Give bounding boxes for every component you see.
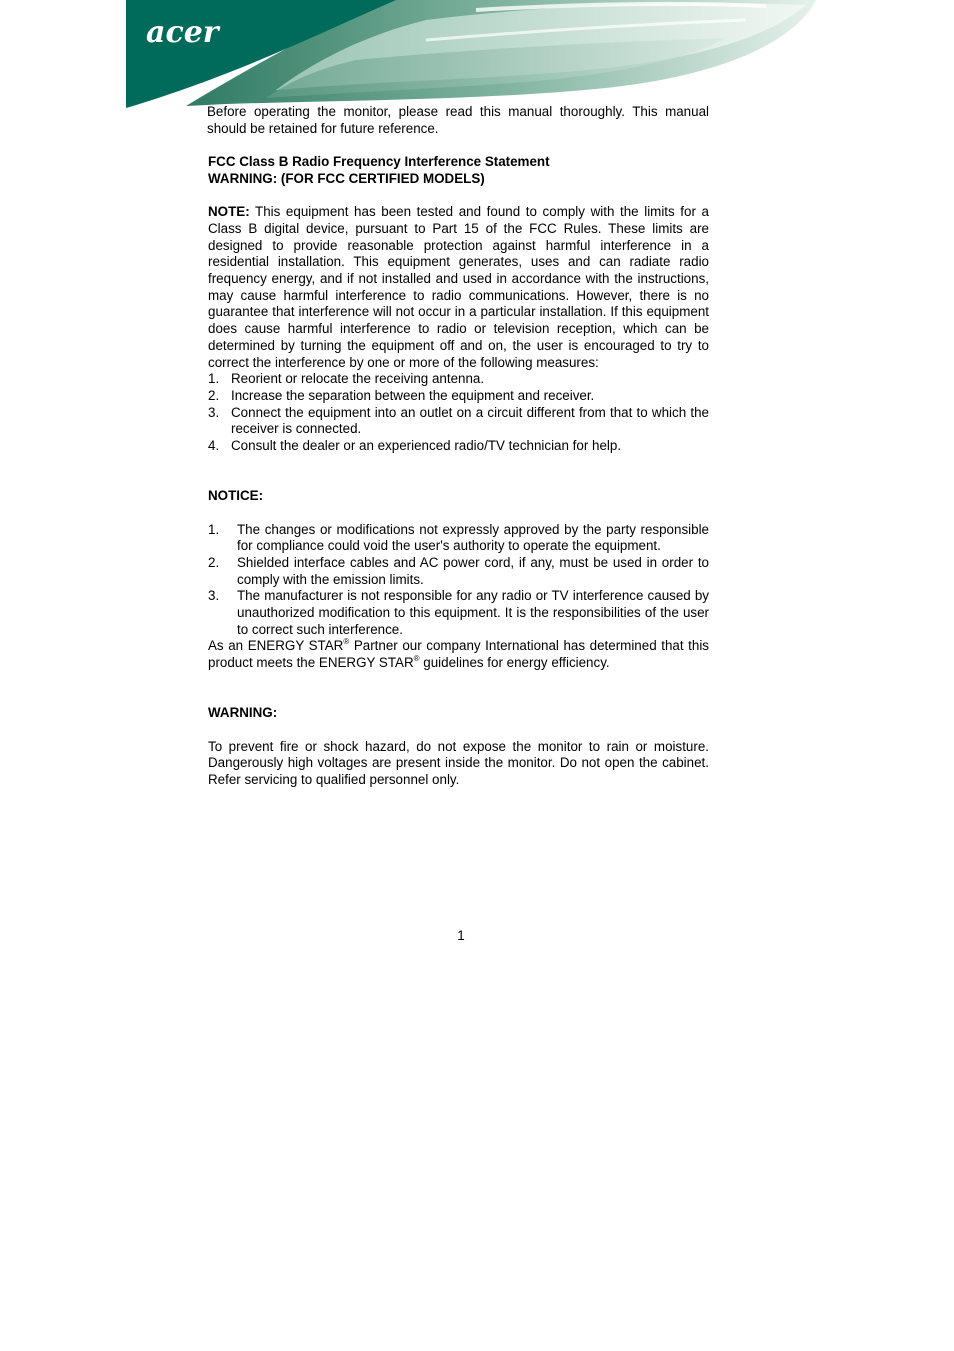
warning-title: WARNING: bbox=[208, 705, 278, 721]
intro-paragraph: Before operating the monitor, please read this manual thoroughly. This manual should be retained for future reference. bbox=[207, 104, 709, 136]
list-item bbox=[208, 522, 709, 555]
fcc-title: FCC Class B Radio Frequency Interference Statement bbox=[208, 154, 550, 170]
registered-mark: ® bbox=[343, 637, 350, 647]
warning-paragraph: To prevent fire or shock hazard, do not expose the monitor to rain or moisture. Dangerously high voltages are present inside the monitor. Do not open the cabinet. Refer servicing to qualified personnel only. bbox=[208, 738, 709, 788]
list-text: Shielded interface cables and AC power cord, if any, must be used in order to comply with the emission limits. bbox=[237, 554, 709, 587]
list-item bbox=[208, 371, 709, 388]
document-body bbox=[208, 104, 709, 789]
list-item bbox=[208, 438, 709, 455]
list-text: The manufacturer is not responsible for any radio or TV interference caused by unauthorized modification to this equipment. It is the responsibilities of the user to correct such interference. bbox=[237, 588, 709, 637]
note-label: NOTE: bbox=[208, 204, 250, 220]
notice-title: NOTICE: bbox=[208, 488, 264, 504]
list-number: 3. bbox=[208, 588, 220, 604]
fcc-warning-title: WARNING: (FOR FCC CERTIFIED MODELS) bbox=[208, 170, 485, 186]
acer-logo: acer bbox=[146, 15, 219, 50]
list-text: Consult the dealer or an experienced radio/TV technician for help. bbox=[231, 438, 622, 454]
header-banner bbox=[126, 0, 816, 110]
energy-star-paragraph bbox=[208, 638, 709, 671]
list-text: Increase the separation between the equipment and receiver. bbox=[231, 387, 595, 403]
list-text: The changes or modifications not expressly approved by the party responsible for compliance could void the user's authority to operate the equipment. bbox=[237, 521, 709, 554]
energy-text-3: guidelines for energy efficiency. bbox=[419, 655, 610, 671]
notice-list bbox=[208, 522, 709, 639]
list-number: 2. bbox=[208, 554, 220, 570]
energy-text-2: Partner our company International has determined that this product meets the ENERGY STAR bbox=[208, 638, 709, 671]
list-number: 2. bbox=[208, 387, 220, 403]
list-text: Connect the equipment into an outlet on a circuit different from that to which the receiver is connected. bbox=[231, 404, 709, 437]
list-item bbox=[208, 405, 709, 438]
list-item bbox=[208, 388, 709, 405]
page-number: 1 bbox=[457, 928, 465, 943]
energy-text-1: As an ENERGY STAR bbox=[208, 638, 344, 654]
list-number: 1. bbox=[208, 371, 220, 387]
list-number: 1. bbox=[208, 521, 220, 537]
registered-mark: ® bbox=[413, 654, 420, 664]
list-item bbox=[208, 555, 709, 588]
list-text: Reorient or relocate the receiving antenna. bbox=[231, 371, 485, 387]
swoosh-graphic bbox=[126, 0, 816, 110]
list-item bbox=[208, 588, 709, 638]
fcc-note-paragraph bbox=[208, 204, 709, 371]
list-number: 4. bbox=[208, 438, 220, 454]
fcc-measures-list bbox=[208, 371, 709, 455]
note-text: This equipment has been tested and found to comply with the limits for a Class B digital device, pursuant to Part 15 of the FCC Rules. These limits are designed to provide reasonable protection against harmful interference in a residential installation. This equipment generates, uses and can radiate radio frequency energy, and if not installed and used in accordance with the instructions, may cause harmful interference to radio communications. However, there is no guarantee that interference will not occur in a particular installation. If this equipment does cause harmful interference to radio or television reception, which can be determined by turning the equipment off and on, the user is encouraged to try to correct the interference by one or more of the following measures: bbox=[208, 204, 709, 370]
list-number: 3. bbox=[208, 404, 220, 420]
